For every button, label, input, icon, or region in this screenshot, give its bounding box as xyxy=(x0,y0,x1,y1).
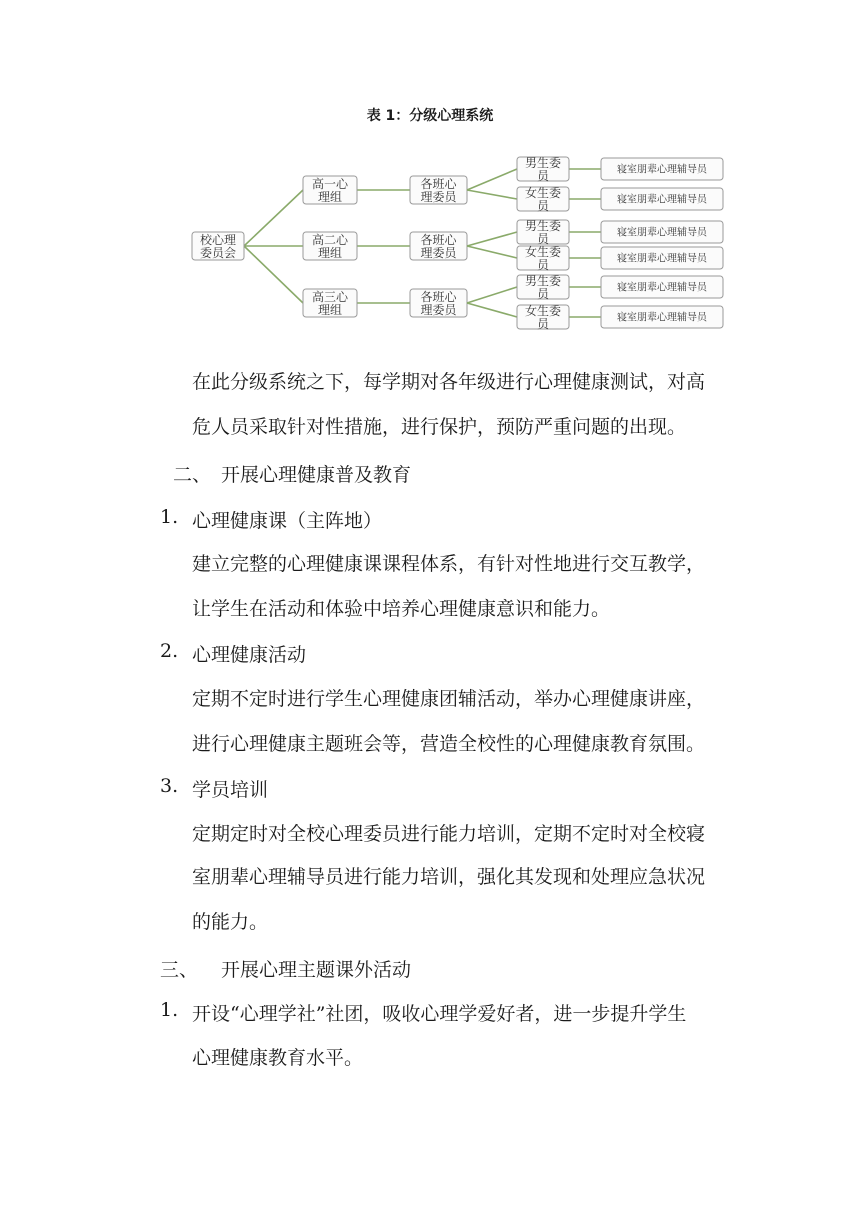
class-committee-node-1-text: 各班心 xyxy=(420,176,457,191)
dorm-counselor-node-1-2 xyxy=(601,188,723,210)
item1-number: 1. xyxy=(160,506,179,528)
grade-group-node-3-text: 理组 xyxy=(317,302,343,317)
class-committee-node-3-text: 各班心 xyxy=(420,289,457,304)
item2-paragraph-line-1: 定期不定时进行学生心理健康团辅活动，举办心理健康讲座， xyxy=(192,688,706,710)
grade-group-node-3-text: 高三心 xyxy=(311,289,349,304)
dorm-counselor-node-1-1 xyxy=(601,158,723,180)
dorm-counselor-node-1-1-text: 寝室朋辈心理辅导员 xyxy=(617,164,707,176)
intro-line-1: 在此分级系统之下，每学期对各年级进行心理健康测试，对高 xyxy=(192,371,706,393)
member-node-2-1 xyxy=(517,218,569,246)
item3-paragraph-line-3: 的能力。 xyxy=(192,911,269,933)
item3-title: 学员培训 xyxy=(192,779,269,801)
class-committee-node-2-text: 理委员 xyxy=(420,245,457,260)
dorm-counselor-node-3-1-text: 寝室朋辈心理辅导员 xyxy=(617,282,707,294)
item1-paragraph-line-1: 建立完整的心理健康课课程体系，有针对性地进行交互教学， xyxy=(192,553,706,575)
intro-line-2: 危人员采取针对性措施，进行保护，预防严重问题的出现。 xyxy=(192,416,687,438)
dorm-counselor-node-2-2 xyxy=(601,247,723,269)
connector-root-grade-1 xyxy=(244,190,303,246)
item4-paragraph-line-1: 开设“心理学社”社团，吸收心理学爱好者，进一步提升学生 xyxy=(192,1003,687,1025)
member-node-3-1-text: 男生委 xyxy=(524,273,562,288)
connector-class-member-1-2 xyxy=(467,190,517,199)
grade-group-node-2 xyxy=(303,232,357,260)
item2-title: 心理健康活动 xyxy=(192,644,307,666)
section2-number: 二、 xyxy=(173,464,212,486)
dorm-counselor-node-1-2-text: 寝室朋辈心理辅导员 xyxy=(617,194,707,206)
member-node-3-1-text: 员 xyxy=(536,286,550,301)
member-node-2-2 xyxy=(517,244,569,272)
hierarchy-diagram xyxy=(0,0,860,340)
member-node-2-1-text: 男生委 xyxy=(524,218,562,233)
item3-paragraph-line-2: 室朋辈心理辅导员进行能力培训，强化其发现和处理应急状况 xyxy=(192,866,706,888)
class-committee-node-3 xyxy=(410,289,467,317)
connector-class-member-3-2 xyxy=(467,303,517,317)
class-committee-node-2-text: 各班心 xyxy=(420,232,457,247)
grade-group-node-1 xyxy=(303,176,357,204)
grade-group-node-3 xyxy=(303,289,357,317)
member-node-2-2-text: 员 xyxy=(536,257,550,272)
school-committee-node-text: 委员会 xyxy=(199,245,237,260)
item1-title: 心理健康课（主阵地） xyxy=(192,510,383,532)
connector-root-grade-3 xyxy=(244,246,303,303)
grade-group-node-2-text: 理组 xyxy=(317,245,343,260)
item4-number: 1. xyxy=(160,999,179,1021)
connector-class-member-3-1 xyxy=(467,287,517,303)
item2-number: 2. xyxy=(160,640,179,662)
school-committee-node xyxy=(192,232,244,260)
member-node-1-1-text: 男生委 xyxy=(524,155,562,170)
class-committee-node-1 xyxy=(410,176,467,204)
member-node-1-1-text: 员 xyxy=(536,168,550,183)
section2-title: 开展心理健康普及教育 xyxy=(221,464,412,486)
grade-group-node-1-text: 理组 xyxy=(317,189,343,204)
member-node-1-2-text: 女生委 xyxy=(524,185,562,200)
class-committee-node-2 xyxy=(410,232,467,260)
member-node-3-2 xyxy=(517,303,569,331)
member-node-3-2-text: 员 xyxy=(536,316,550,331)
class-committee-node-1-text: 理委员 xyxy=(420,189,457,204)
dorm-counselor-node-2-2-text: 寝室朋辈心理辅导员 xyxy=(617,253,707,265)
item1-paragraph-line-2: 让学生在活动和体验中培养心理健康意识和能力。 xyxy=(192,598,611,620)
member-node-1-2 xyxy=(517,185,569,213)
section3-number: 三、 xyxy=(160,959,199,981)
member-node-2-1-text: 员 xyxy=(536,231,550,246)
item4-paragraph-line-2: 心理健康教育水平。 xyxy=(192,1047,364,1069)
member-node-2-2-text: 女生委 xyxy=(524,244,562,259)
item3-paragraph-line-1: 定期定时对全校心理委员进行能力培训，定期不定时对全校寝 xyxy=(192,823,706,845)
grade-group-node-1-text: 高一心 xyxy=(311,176,349,191)
member-node-1-1 xyxy=(517,155,569,183)
table-caption: 表 1：分级心理系统 xyxy=(366,108,494,124)
item3-number: 3. xyxy=(160,775,179,797)
connector-class-member-2-2 xyxy=(467,246,517,258)
class-committee-node-3-text: 理委员 xyxy=(420,302,457,317)
school-committee-node-text: 校心理 xyxy=(199,232,237,247)
dorm-counselor-node-3-1 xyxy=(601,276,723,298)
dorm-counselor-node-3-2-text: 寝室朋辈心理辅导员 xyxy=(617,312,707,324)
item2-paragraph-line-2: 进行心理健康主题班会等，营造全校性的心理健康教育氛围。 xyxy=(192,733,706,755)
connector-class-member-1-1 xyxy=(467,169,517,190)
dorm-counselor-node-3-2 xyxy=(601,306,723,328)
member-node-3-2-text: 女生委 xyxy=(524,303,562,318)
dorm-counselor-node-2-1 xyxy=(601,221,723,243)
dorm-counselor-node-2-1-text: 寝室朋辈心理辅导员 xyxy=(617,227,707,239)
member-node-1-2-text: 员 xyxy=(536,198,550,213)
grade-group-node-2-text: 高二心 xyxy=(311,232,349,247)
connector-class-member-2-1 xyxy=(467,232,517,246)
section3-title: 开展心理主题课外活动 xyxy=(221,959,412,981)
member-node-3-1 xyxy=(517,273,569,301)
